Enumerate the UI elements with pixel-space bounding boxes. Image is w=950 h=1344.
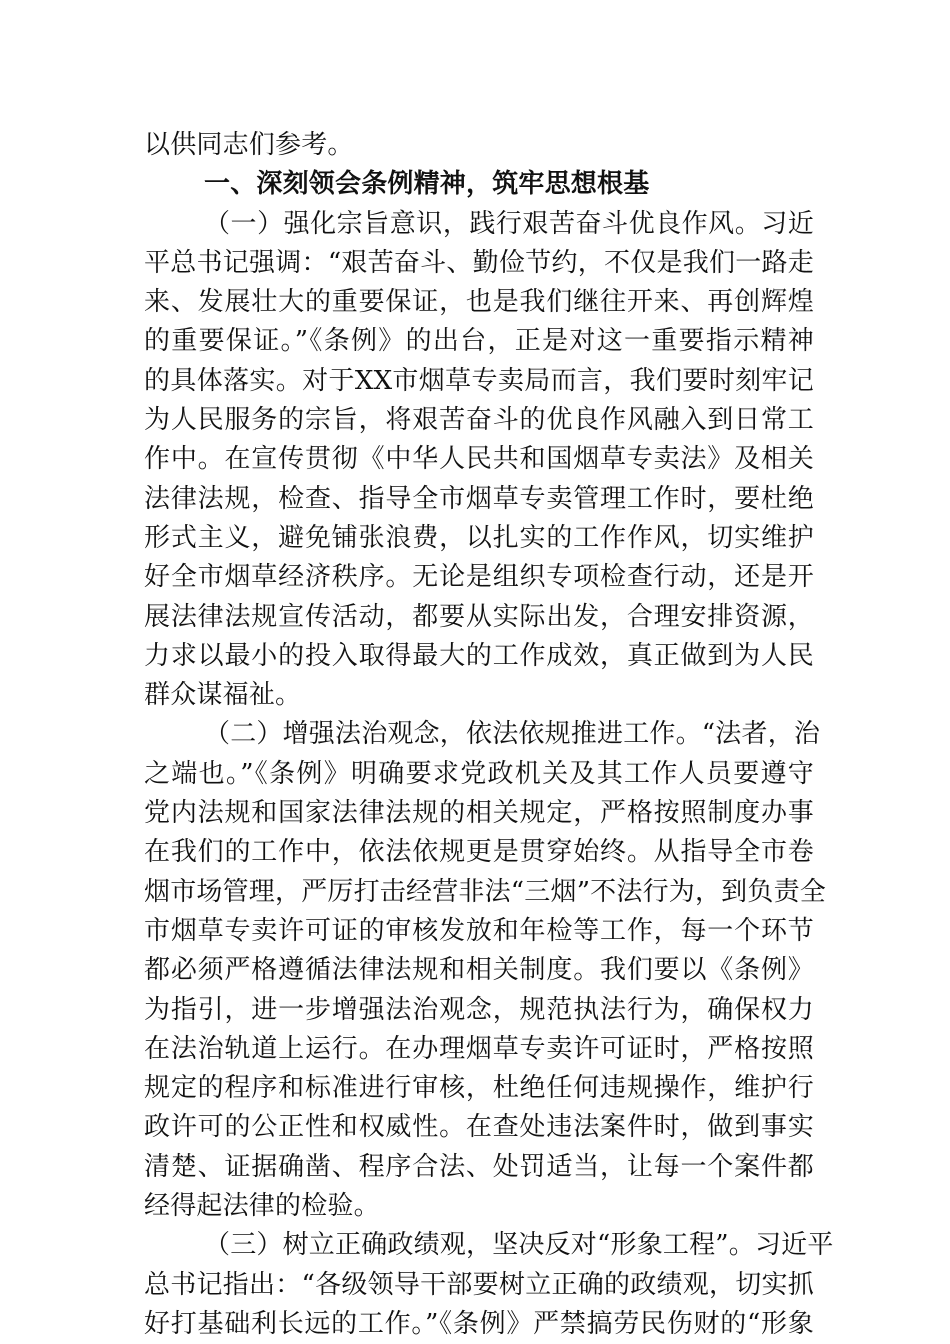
paragraph-line: 烟市场管理，严厉打击经营非法“三烟”不法行为，到负责全	[144, 876, 826, 907]
subsection-heading-line: （二）增强法治观念，依法依规推进工作。“法者，治	[204, 719, 821, 750]
paragraph-line: 作中。在宣传贯彻《中华人民共和国烟草专卖法》及相关	[144, 444, 814, 475]
paragraph-line: 清楚、证据确凿、程序合法、处罚适当，让每一个案件都	[144, 1151, 814, 1182]
paragraph-line: 为人民服务的宗旨，将艰苦奋斗的优良作风融入到日常工	[144, 405, 814, 436]
section-heading: 一、深刻领会条例精神，筑牢思想根基	[204, 169, 650, 200]
paragraph-line: 法律法规，检查、指导全市烟草专卖管理工作时，要杜绝	[144, 483, 814, 514]
paragraph-line: 政许可的公正性和权威性。在查处违法案件时，做到事实	[144, 1112, 814, 1143]
paragraph-line: 的重要保证。”《条例》的出台，正是对这一重要指示精神	[144, 326, 814, 357]
paragraph-line: 好打基础利长远的工作。”《条例》严禁搞劳民伤财的“形象	[144, 1308, 814, 1339]
paragraph-line: 形式主义，避免铺张浪费，以扎实的工作作风，切实维护	[144, 522, 814, 553]
paragraph-line: 的具体落实。对于XX市烟草专卖局而言，我们要时刻牢记	[144, 365, 814, 396]
paragraph-line: 在我们的工作中，依法依规更是贯穿始终。从指导全市卷	[144, 837, 814, 868]
paragraph-line: 以供同志们参考。	[144, 130, 354, 160]
paragraph-line: 展法律法规宣传活动，都要从实际出发，合理安排资源，	[144, 601, 814, 632]
subsection-heading-line: （三）树立正确政绩观，坚决反对“形象工程”。习近平	[204, 1230, 834, 1261]
paragraph-line: 经得起法律的检验。	[144, 1191, 380, 1222]
paragraph-line: 党内法规和国家法律法规的相关规定，严格按照制度办事	[144, 798, 814, 829]
paragraph-line: 力求以最小的投入取得最大的工作成效，真正做到为人民	[144, 640, 814, 671]
paragraph-line: 群众谋福祉。	[144, 680, 302, 711]
document-body	[144, 126, 834, 1344]
paragraph-line: 好全市烟草经济秩序。无论是组织专项检查行动，还是开	[144, 562, 814, 593]
paragraph-line: 平总书记强调：“艰苦奋斗、勤俭节约，不仅是我们一路走	[144, 247, 814, 278]
paragraph-line: 都必须严格遵循法律法规和相关制度。我们要以《条例》	[144, 955, 814, 986]
paragraph-line: 市烟草专卖许可证的审核发放和年检等工作，每一个环节	[144, 915, 814, 946]
paragraph-line: 总书记指出：“各级领导干部要树立正确的政绩观，切实抓	[144, 1269, 814, 1300]
paragraph-line: 来、发展壮大的重要保证，也是我们继往开来、再创辉煌	[144, 287, 814, 318]
paragraph-line: 在法治轨道上运行。在办理烟草专卖许可证时，严格按照	[144, 1033, 814, 1064]
subsection-heading-line: （一）强化宗旨意识，践行艰苦奋斗优良作风。习近	[204, 208, 814, 239]
paragraph-line: 为指引，进一步增强法治观念，规范执法行为，确保权力	[144, 994, 814, 1025]
paragraph-line: 规定的程序和标准进行审核，杜绝任何违规操作，维护行	[144, 1073, 814, 1104]
paragraph-line: 之端也。”《条例》明确要求党政机关及其工作人员要遵守	[144, 758, 814, 789]
